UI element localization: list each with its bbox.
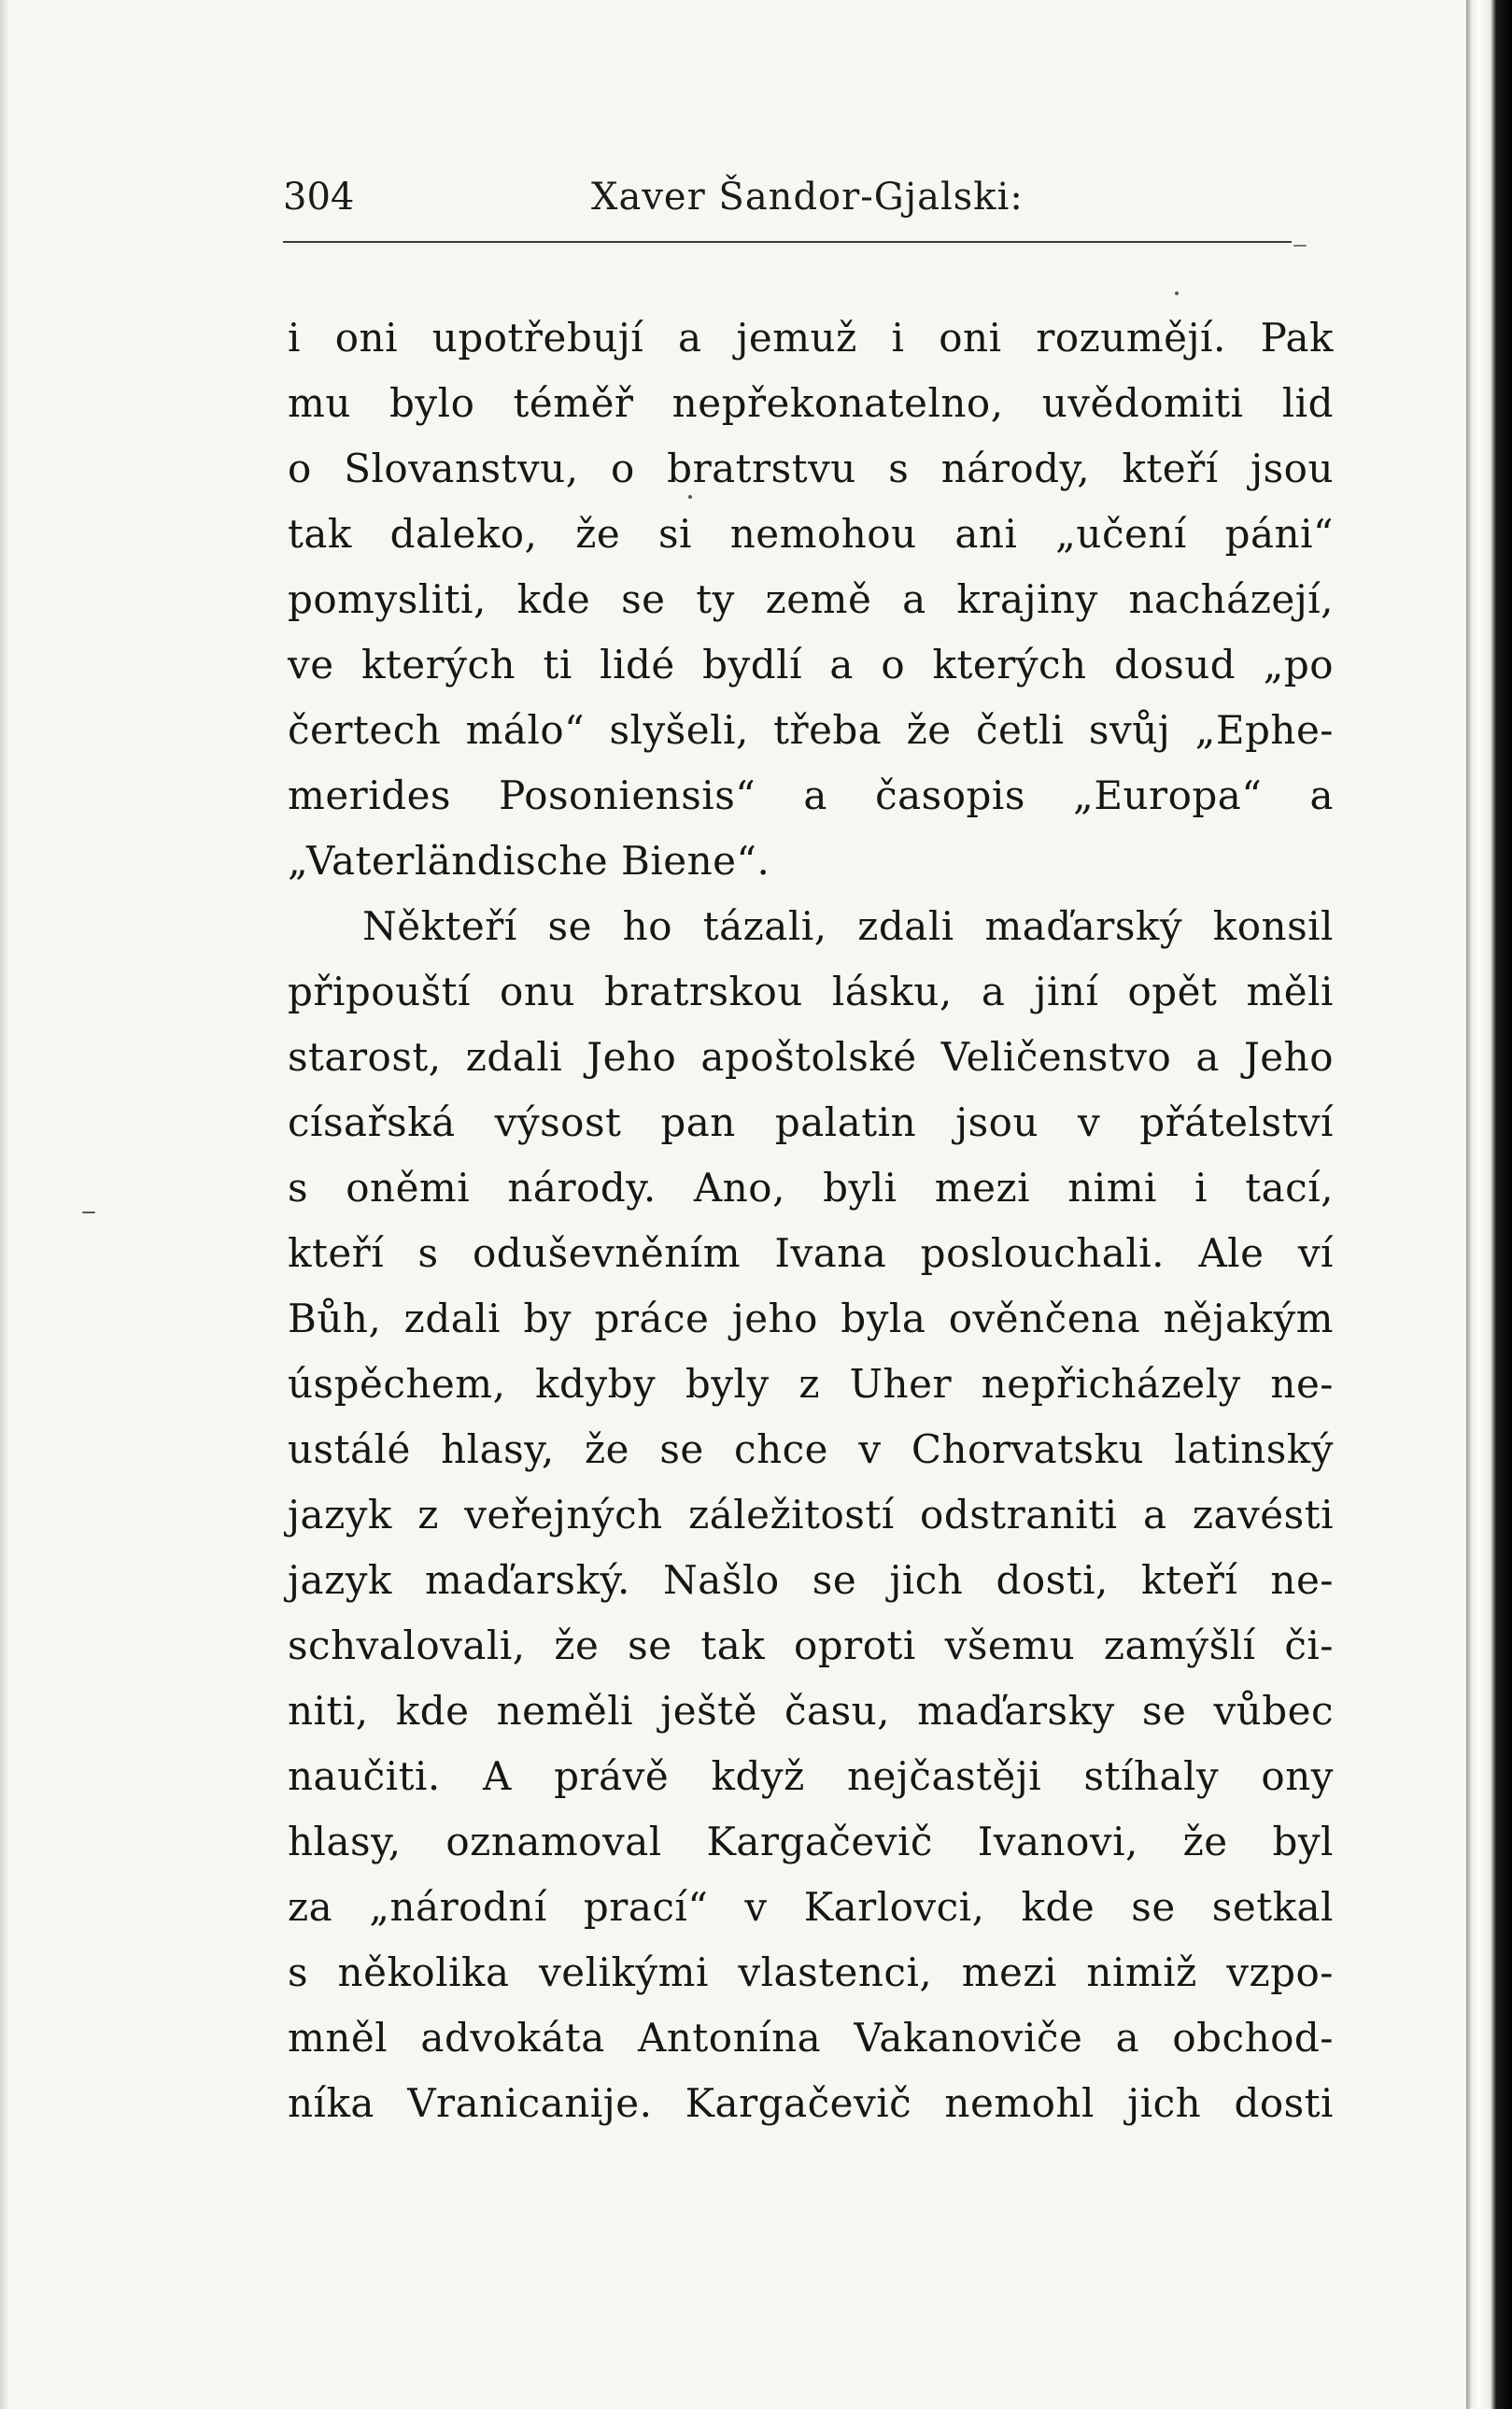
text-line: jazyk maďarský. Našlo se jich dosti, kteří ne- <box>288 1557 1334 1603</box>
page-gutter-shadow <box>0 0 9 2409</box>
text-line: za „národní prací“ v Karlovci, kde se setkal <box>288 1884 1334 1930</box>
text-line: i oni upotřebují a jemuž i oni rozumějí. Pak <box>288 315 1334 361</box>
scan-speck <box>1175 291 1179 295</box>
scan-speck <box>688 495 692 499</box>
text-line: naučiti. A právě když nejčastěji stíhaly ony <box>288 1753 1334 1799</box>
text-line: niti, kde neměli ještě času, maďarsky se vůbec <box>288 1688 1334 1734</box>
body-text <box>288 305 1334 2136</box>
text-line: ve kterých ti lidé bydlí a o kterých dosud „po <box>288 642 1334 687</box>
running-title: Xaver Šandor-Gjalski: <box>591 176 1024 219</box>
page-edge <box>1466 0 1512 2409</box>
text-line: hlasy, oznamoval Kargačevič Ivanovi, že byl <box>288 1819 1334 1864</box>
text-line: kteří s oduševněním Ivana poslouchali. Ale ví <box>288 1230 1334 1276</box>
page-number: 304 <box>283 176 355 219</box>
text-line: merides Posoniensis“ a časopis „Europa“ a <box>288 772 1334 818</box>
text-line: s několika velikými vlastenci, mezi nimiž vzpo- <box>288 1949 1334 1995</box>
text-line: s oněmi národy. Ano, byli mezi nimi i tací, <box>288 1165 1334 1211</box>
scan-speck <box>1293 245 1307 247</box>
scan-speck <box>82 1212 95 1213</box>
header-rule <box>283 241 1292 243</box>
text-line: schvalovali, že se tak oproti všemu zamýšlí či- <box>288 1623 1334 1668</box>
text-line: „Vaterländische Biene“. <box>288 838 770 884</box>
text-line: Bůh, zdali by práce jeho byla ověnčena nějakým <box>288 1296 1334 1341</box>
paragraph-start-line: Někteří se ho tázali, zdali maďarský konsil <box>362 903 1334 949</box>
text-line: ustálé hlasy, že se chce v Chorvatsku latinský <box>288 1426 1334 1472</box>
text-line: jazyk z veřejných záležitostí odstraniti a zavésti <box>288 1492 1334 1538</box>
text-line: o Slovanstvu, o bratrstvu s národy, kteří jsou <box>288 446 1334 491</box>
text-line: starost, zdali Jeho apoštolské Veličenstvo a Jeho <box>288 1034 1334 1080</box>
text-line: tak daleko, že si nemohou ani „učení páni“ <box>288 511 1334 557</box>
text-line: mněl advokáta Antonína Vakanoviče a obchod- <box>288 2015 1334 2061</box>
text-line: čertech málo“ slyšeli, třeba že četli svůj „Ephe- <box>288 707 1334 753</box>
text-line: pomysliti, kde se ty země a krajiny nacházejí, <box>288 576 1334 622</box>
text-line: mu bylo téměř nepřekonatelno, uvědomiti lid <box>288 380 1334 426</box>
text-line: úspěchem, kdyby byly z Uher nepřicházely ne- <box>288 1361 1334 1407</box>
text-line: připouští onu bratrskou lásku, a jiní opět měli <box>288 969 1334 1014</box>
text-line: níka Vranicanije. Kargačevič nemohl jich dosti <box>288 2080 1334 2126</box>
text-line: císařská výsost pan palatin jsou v přátelství <box>288 1099 1334 1145</box>
running-head <box>283 176 1329 232</box>
